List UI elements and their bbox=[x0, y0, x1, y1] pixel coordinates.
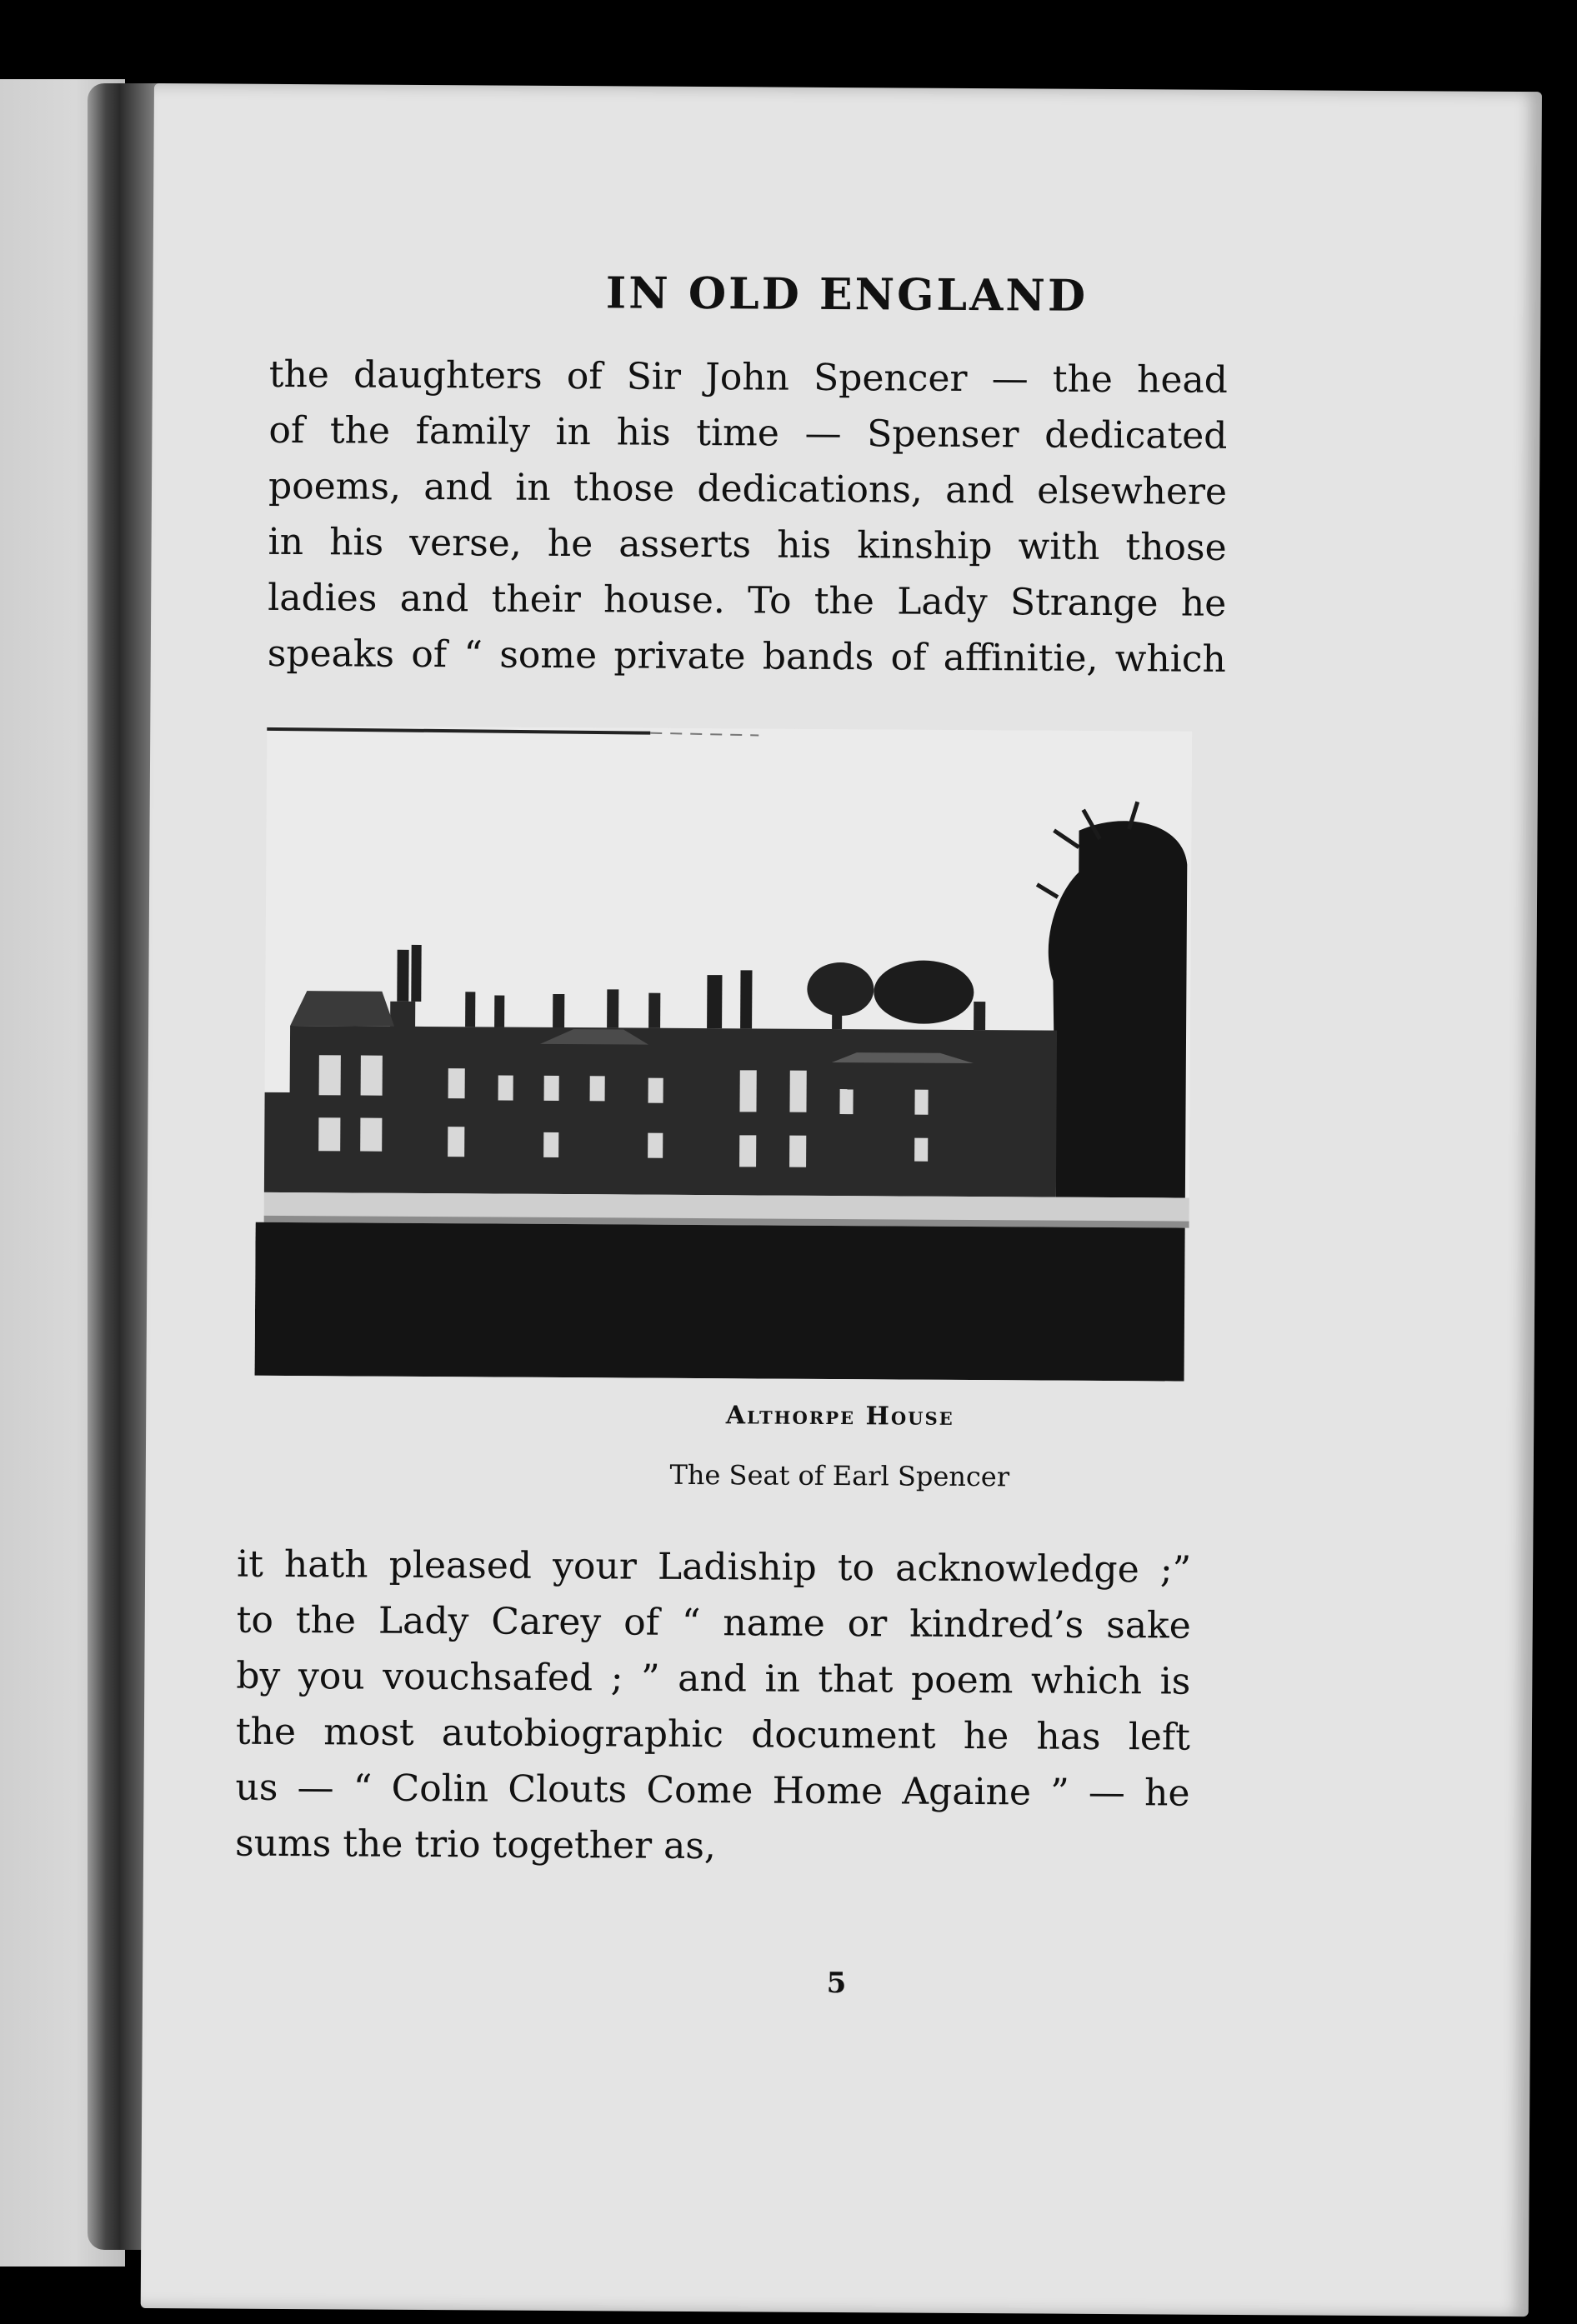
paragraph-top bbox=[268, 347, 1228, 687]
text-line: to the Lady Carey of “ name or kindred’s sake bbox=[236, 1598, 1191, 1647]
plate-caption-title: Althorpe House bbox=[725, 1401, 954, 1432]
text-line: speaks of “ some private bands of affinitie, which bbox=[267, 632, 1226, 681]
text-line: us — “ Colin Clouts Come Home Againe ” — he bbox=[235, 1766, 1190, 1815]
house-photograph bbox=[255, 726, 1193, 1382]
text-line: in his verse, he asserts his kinship with those bbox=[268, 520, 1227, 569]
plate-caption-subtitle: The Seat of Earl Spencer bbox=[669, 1458, 1010, 1493]
page-number: 5 bbox=[826, 1966, 847, 2001]
text-line: poems, and in those dedications, and elsewhere bbox=[268, 464, 1228, 513]
text-line: of the family in his time — Spenser dedicated bbox=[268, 408, 1228, 457]
text-line: the daughters of Sir John Spencer — the head bbox=[268, 352, 1229, 402]
text-line: the most autobiographic document he has left bbox=[235, 1710, 1191, 1759]
running-head: IN OLD ENGLAND bbox=[605, 267, 1089, 322]
text-line: it hath pleased your Ladiship to acknowledge ;” bbox=[236, 1542, 1192, 1592]
book-page bbox=[141, 83, 1542, 2317]
paragraph-bottom bbox=[235, 1537, 1191, 1877]
text-line: sums the trio together as, bbox=[234, 1822, 717, 1868]
text-line: by you vouchsafed ; ” and in that poem which is bbox=[236, 1654, 1191, 1703]
text-line: ladies and their house. To the Lady Strange he bbox=[268, 576, 1227, 625]
